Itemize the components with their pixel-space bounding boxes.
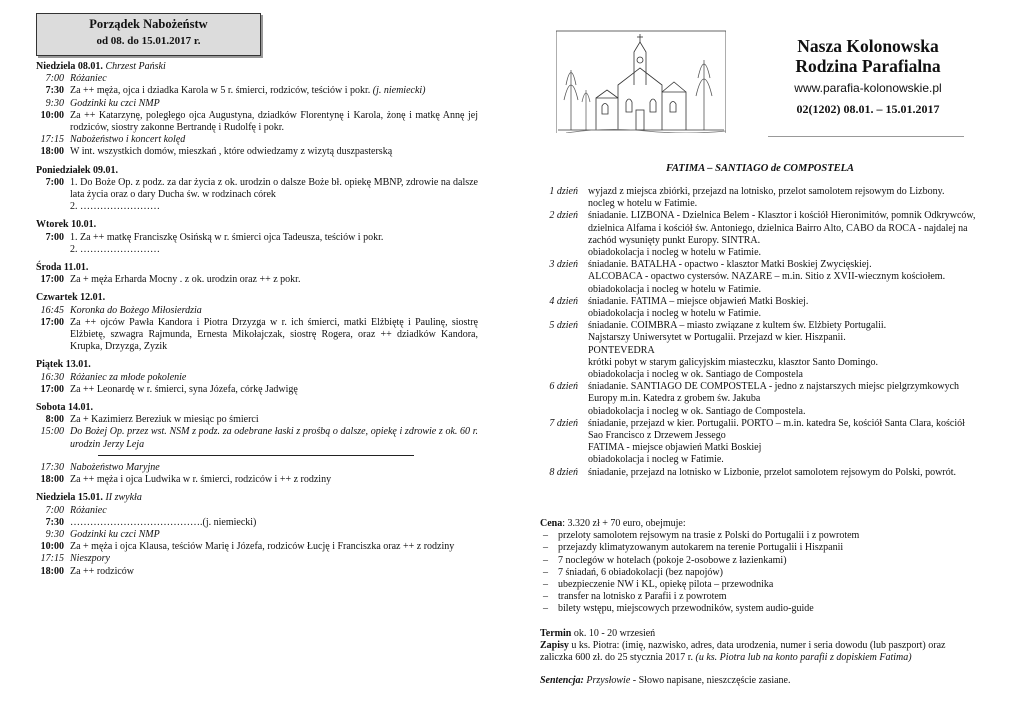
itinerary-line: obiadokolacja i nocleg w Fatimie. <box>588 454 724 466</box>
sentence-text: - Słowo napisane, nieszczęście zasiane. <box>632 675 791 686</box>
include-text: 7 śniadań, 6 obiadokolacji (bez napojów) <box>558 566 723 578</box>
include-item <box>540 579 980 591</box>
itinerary-day <box>540 320 980 381</box>
bulletin-right-column <box>540 0 980 725</box>
pilgrimage-price <box>540 518 980 616</box>
itinerary-line: nocleg w hotelu w Fatimie. <box>588 198 698 210</box>
itinerary-line: wyjazd z miejsca zbiórki, przejazd na lotnisko, przelot samolotem rejsowym do Lizbony. <box>588 186 945 197</box>
day-heading <box>36 359 478 371</box>
signup-label: Zapisy <box>540 640 569 652</box>
schedule-header-box <box>36 13 261 56</box>
schedule-entry <box>36 232 478 244</box>
entry-text <box>70 232 478 244</box>
entry-text-body: Za ++ rodziców <box>70 565 135 577</box>
itinerary-day-label: 2 dzień <box>549 210 578 222</box>
pilgrimage-title: FATIMA – SANTIAGO de COMPOSTELA <box>665 163 855 174</box>
entry-text-body: Różaniec <box>70 73 107 85</box>
entry-text <box>70 134 478 146</box>
itinerary-day-text <box>588 467 980 479</box>
itinerary-day-label: 8 dzień <box>549 466 578 478</box>
entry-time: 18:00 <box>40 146 64 158</box>
itinerary-day <box>540 418 980 467</box>
entry-text-body: Nabożeństwo Maryjne <box>70 461 160 473</box>
pilgrimage-itinerary <box>540 186 980 479</box>
entry-text-body: Za ++ Leonardę w r. śmierci, syna Józefa, córkę Jadwigę <box>70 383 298 395</box>
day-name: Czwartek 12.01. <box>36 292 106 304</box>
day-name: Niedziela 15.01. <box>36 492 103 504</box>
include-text: przejazdy klimatyzowanym autokarem na terenie Portugalii i Hiszpanii <box>558 542 844 554</box>
schedule-day <box>36 61 478 159</box>
itinerary-day-text <box>588 259 980 296</box>
schedule-entry <box>36 414 478 426</box>
itinerary-line: śniadanie. SANTIAGO DE COMPOSTELA - jedno z najstarszych miejsc pielgrzymkowych Europy m.in. Katedra z grobem św. Jakuba <box>588 381 960 405</box>
itinerary-day-text <box>588 186 980 210</box>
entry-time: 18:00 <box>40 474 64 486</box>
itinerary-line: śniadanie. COIMBRA – miasto związane z kultem św. Elżbiety Portugalii. <box>588 320 887 332</box>
entry-text <box>70 505 478 517</box>
price-text: : 3.320 zł + 70 euro, obejmuje: <box>562 518 686 529</box>
day-heading <box>36 262 478 274</box>
include-item <box>540 530 980 542</box>
itinerary-day-label: 4 dzień <box>549 295 578 307</box>
day-heading <box>36 492 478 504</box>
entry-text <box>70 474 478 486</box>
itinerary-line: krótki pobyt w starym galicyjskim miasteczku, klasztor Santo Domingo. <box>588 356 878 368</box>
itinerary-line: śniadanie. FATIMA – miejsce objawień Matki Boskiej. <box>588 295 809 307</box>
entry-text <box>70 201 478 213</box>
entry-text-body: Koronka do Bożego Miłosierdzia <box>70 304 202 316</box>
schedule-entry <box>36 553 478 565</box>
entry-text <box>70 384 478 396</box>
entry-text-body: 1. Za ++ matkę Franciszkę Osińską w r. śmierci ojca Tadeusza, teściów i pokr. <box>70 231 384 243</box>
entry-text <box>70 541 478 553</box>
entry-time: 7:30 <box>45 516 64 528</box>
schedule-day <box>36 219 478 256</box>
entry-text <box>70 517 478 529</box>
entry-text-body: Godzinki ku czci NMP <box>70 97 160 109</box>
schedule-list <box>36 61 478 578</box>
entry-text-body: Za ++ męża i ojca Ludwika w r. śmierci, rodziców i ++ z rodziny <box>70 474 332 486</box>
entry-time: 17:15 <box>40 134 64 146</box>
itinerary-day-label: 5 dzień <box>549 320 578 332</box>
day-name: Wtorek 10.01. <box>36 219 97 231</box>
entry-text <box>70 73 478 85</box>
entry-text-body: Za ++ Katarzynę, poległego ojca Augustyna, dziadków Florentynę i Karola, żonę i matkę Annę jej rodziców, siostry zakonne Bertrandę i Rudolfę i pokr. <box>70 109 478 134</box>
include-text: 7 noclegów w hotelach (pokoje 2-osobowe z łazienkami) <box>558 554 787 566</box>
schedule-day <box>36 262 478 286</box>
entry-text-body: Godzinki ku czci NMP <box>70 528 160 540</box>
schedule-entry <box>36 566 478 578</box>
entry-time: 17:00 <box>40 316 64 328</box>
itinerary-day <box>540 467 980 479</box>
entry-text <box>70 426 478 450</box>
schedule-entry <box>36 384 478 396</box>
itinerary-day-text <box>588 210 980 259</box>
entry-text <box>70 305 478 317</box>
day-heading <box>36 292 478 304</box>
schedule-entry <box>36 317 478 354</box>
price-label: Cena <box>540 518 563 529</box>
schedule-entry <box>36 110 478 134</box>
day-name: Poniedziałek 09.01. <box>36 164 118 176</box>
schedule-entry <box>36 462 478 474</box>
day-name: Niedziela 08.01. <box>36 61 103 72</box>
entry-time: 10:00 <box>40 541 64 553</box>
entry-text <box>70 529 478 541</box>
itinerary-line: ALCOBACA - opactwo cystersów. NAZARE – m.in. Sitio z XVII-wiecznym kościołem. <box>588 271 946 283</box>
day-name: Sobota 14.01. <box>36 402 93 414</box>
parish-website-link[interactable]: www.parafia-kolonowskie.pl <box>794 81 942 95</box>
list-dash: – <box>543 530 548 542</box>
include-text: ubezpieczenie NW i KL, opiekę pilota – przewodnika <box>558 579 774 591</box>
entry-text-body: ………………………………….(j. niemiecki) <box>70 516 257 528</box>
schedule-day <box>36 402 478 486</box>
schedule-entry <box>36 177 478 201</box>
entry-text-body: 2. …………………… <box>70 243 160 255</box>
entry-time: 10:00 <box>40 109 64 121</box>
schedule-entry <box>36 305 478 317</box>
schedule-entry <box>36 244 478 256</box>
itinerary-day <box>540 296 980 320</box>
entry-time: 16:45 <box>40 304 64 316</box>
mass-schedule-column <box>36 0 478 725</box>
entry-time: 7:00 <box>45 504 64 516</box>
itinerary-line: FATIMA - miejsce objawień Matki Boskiej <box>588 442 762 454</box>
schedule-entry <box>36 372 478 384</box>
pilgrimage-term-and-signup <box>540 628 980 665</box>
bulletin-title-line2: Rodzina Parafialna <box>795 56 941 76</box>
schedule-entry <box>36 426 478 450</box>
day-subtitle: Chrzest Pański <box>105 61 166 72</box>
include-text: przeloty samolotem rejsowym na trasie z Polski do Portugalii i z powrotem <box>558 530 860 542</box>
bulletin-title-line1: Nasza Kolonowska <box>797 36 939 56</box>
itinerary-line: Najstarszy Uniwersytet w Portugalii. Przejazd w kier. Hiszpanii. <box>588 332 846 344</box>
itinerary-line: śniadanie. LIZBONA - Dzielnica Belem - Klasztor i kościół Hieronimitów, pomnik Odkrywców, dzielnica Alfama i kościół św. Antoniego, dzielnica Bairro Alto, CABO da ROCA - najdalej na zachód wysunięty punkt Europy. SINTRA. <box>588 210 976 246</box>
entry-text-body: Nieszpory <box>70 553 110 565</box>
schedule-entry <box>36 274 478 286</box>
day-heading <box>36 402 478 414</box>
entry-note: (j. niemiecki) <box>372 85 426 97</box>
itinerary-day <box>540 381 980 418</box>
schedule-entry <box>36 201 478 213</box>
entry-time <box>36 244 70 256</box>
include-text: bilety wstępu, miejscowych przewodników, system audio-guide <box>558 603 814 615</box>
schedule-title: Porządek Nabożeństw <box>89 17 208 31</box>
entry-text-body: W int. wszystkich domów, mieszkań , które odwiedzamy z wizytą duszpasterską <box>70 146 393 158</box>
schedule-day <box>36 492 478 577</box>
entry-text <box>70 85 478 97</box>
bulletin-title <box>762 36 974 76</box>
list-dash: – <box>543 603 548 615</box>
itinerary-day-label: 1 dzień <box>549 186 578 197</box>
list-dash: – <box>543 554 548 566</box>
term-text: ok. 10 - 20 wrzesień <box>573 628 656 639</box>
schedule-day <box>36 165 478 214</box>
issue-number: 02(1202) 08.01. – 15.01.2017 <box>796 102 940 116</box>
day-heading <box>36 165 478 177</box>
day-name: Piątek 13.01. <box>36 359 91 371</box>
include-item <box>540 567 980 579</box>
entry-text-body: Różaniec <box>70 504 107 516</box>
itinerary-day <box>540 210 980 259</box>
schedule-entry <box>36 529 478 541</box>
entry-time: 17:00 <box>40 383 64 395</box>
list-dash: – <box>543 542 548 554</box>
schedule-entry <box>36 517 478 529</box>
schedule-dates: od 08. do 15.01.2017 r. <box>96 35 201 47</box>
itinerary-line: śniadanie. BATALHA - opactwo - klasztor Matki Boskiej Zwycięskiej. <box>588 259 872 271</box>
sentence-of-the-week <box>540 675 980 687</box>
entry-text-body: Za + męża Erharda Mocny . z ok. urodzin oraz ++ z pokr. <box>70 274 301 286</box>
schedule-entry <box>36 505 478 517</box>
entry-text <box>70 177 478 201</box>
day-heading <box>36 61 478 73</box>
day-subtitle: II zwykła <box>105 492 142 504</box>
schedule-entry <box>36 85 478 97</box>
entry-time <box>36 201 70 213</box>
entry-time: 7:00 <box>45 176 64 188</box>
include-item <box>540 555 980 567</box>
entry-text <box>70 462 478 474</box>
entry-time: 7:00 <box>45 73 64 85</box>
itinerary-day-text <box>588 381 980 418</box>
itinerary-day-label: 6 dzień <box>549 381 578 393</box>
entry-text <box>70 244 478 256</box>
include-item <box>540 591 980 603</box>
list-dash: – <box>543 579 548 591</box>
sentence-label: Sentencja: <box>540 675 584 686</box>
entry-text-body: Za ++ męża, ojca i dziadka Karola w 5 r. śmierci, rodziców, teściów i pokr. <box>70 85 371 97</box>
itinerary-line: PONTEVEDRA <box>588 344 655 356</box>
sentence-kind: Przysłowie <box>586 675 631 686</box>
itinerary-day-text <box>588 418 980 467</box>
schedule-entry <box>36 73 478 85</box>
itinerary-day-label: 7 dzień <box>549 417 578 429</box>
signup-text: u ks. Piotra: (imię, nazwisko, adres, data urodzenia, numer i seria dowodu (lub paszport) oraz zaliczka 600 zł. do 25 stycznia 2017 r. <box>540 640 946 664</box>
itinerary-day-text <box>588 296 980 320</box>
entry-text-body: Za + Kazimierz Bereziuk w miesiąc po śmierci <box>70 414 259 426</box>
itinerary-line: obiadokolacja i nocleg w hotelu w Fatimie. <box>588 247 762 259</box>
entry-text <box>70 274 478 286</box>
entry-time: 17:15 <box>40 553 64 565</box>
entry-text-body: Do Bożej Op. przez wst. NSM z podz. za odebrane łaski z prośbą o dalsze, opiekę i zdrowie z ok. 60 r. urodzin Jerzy Leja <box>70 426 478 450</box>
list-dash: – <box>543 591 548 603</box>
entry-text-body: Za + męża i ojca Klausa, teściów Marię i Józefa, rodziców Łucję i Franciszka oraz ++ z rodziny <box>70 541 455 553</box>
entry-text-body: Nabożeństwo i koncert kolęd <box>70 134 186 146</box>
itinerary-line: śniadanie, przejazd na lotnisko w Lizbonie, przelot samolotem rejsowym do Polski, powrót. <box>588 466 956 478</box>
entry-text <box>70 553 478 565</box>
entry-time: 15:00 <box>40 426 64 438</box>
church-illustration <box>556 30 726 133</box>
entry-text <box>70 146 478 158</box>
entry-text <box>70 372 478 384</box>
itinerary-day-text <box>588 320 980 381</box>
schedule-day <box>36 292 478 353</box>
entry-text-body: Za ++ ojców Pawła Kandora i Piotra Drzyzga w r. ich śmierci, matki Elżbiętę i Paulinę, siostrę Elżbietę, szwagra Rajmunda, Ernesta Mikołajczak, siostrę Rogera, oraz ++ dziadków Kandora, Krupka, Drzyzga, Zyzik <box>70 316 478 353</box>
entry-text <box>70 110 478 134</box>
schedule-entry <box>36 541 478 553</box>
entry-time: 8:00 <box>45 414 64 426</box>
itinerary-day <box>540 186 980 210</box>
day-heading <box>36 219 478 231</box>
day-name: Środa 11.01. <box>36 262 89 274</box>
schedule-entry <box>36 98 478 110</box>
schedule-entry <box>36 134 478 146</box>
list-dash: – <box>543 566 548 578</box>
masthead-divider <box>768 136 964 137</box>
itinerary-line: obiadokolacja i nocleg w hotelu w Fatimie. <box>588 283 762 295</box>
itinerary-day-label: 3 dzień <box>549 259 578 271</box>
entry-text <box>70 566 478 578</box>
entry-time: 17:30 <box>40 461 64 473</box>
itinerary-day <box>540 259 980 296</box>
include-item <box>540 603 980 615</box>
entry-time: 7:30 <box>45 85 64 97</box>
section-divider <box>98 455 414 456</box>
entry-time: 9:30 <box>45 528 64 540</box>
itinerary-line: obiadokolacja i nocleg w ok. Santiago de Compostela. <box>588 405 806 417</box>
entry-time: 16:30 <box>40 371 64 383</box>
include-item <box>540 542 980 554</box>
entry-time: 7:00 <box>45 231 64 243</box>
entry-text-body: Różaniec za młode pokolenie <box>70 371 187 383</box>
entry-time: 9:30 <box>45 97 64 109</box>
schedule-day <box>36 359 478 396</box>
schedule-entry <box>36 474 478 486</box>
entry-text <box>70 98 478 110</box>
entry-text <box>70 317 478 354</box>
itinerary-line: obiadokolacja i nocleg w ok. Santiago de Compostela <box>588 369 803 381</box>
signup-note: (u ks. Piotra lub na konto parafii z dopiskiem Fatima) <box>695 652 912 664</box>
entry-text <box>70 414 478 426</box>
entry-time: 18:00 <box>40 565 64 577</box>
include-text: transfer na lotnisko z Parafii i z powrotem <box>558 591 727 603</box>
entry-text-body: 2. …………………… <box>70 201 160 213</box>
term-label: Termin <box>540 628 572 639</box>
entry-text-body: 1. Do Boże Op. z podz. za dar życia z ok. urodzin o dalsze Boże bł. opiekę MBNP, zdrowie na dalsze lata życia oraz o dary Ducha św. w rodzinach córek <box>70 176 478 201</box>
itinerary-line: śniadanie, przejazd w kier. Portugalii. PORTO – m.in. katedra Se, kościół Santa Clara, kościół Sao Francisco z Drzewem Jessego <box>588 417 965 442</box>
schedule-entry <box>36 146 478 158</box>
price-includes-list <box>540 530 980 615</box>
itinerary-line: obiadokolacja i nocleg w hotelu w Fatimie. <box>588 308 762 320</box>
entry-time: 17:00 <box>40 274 64 286</box>
